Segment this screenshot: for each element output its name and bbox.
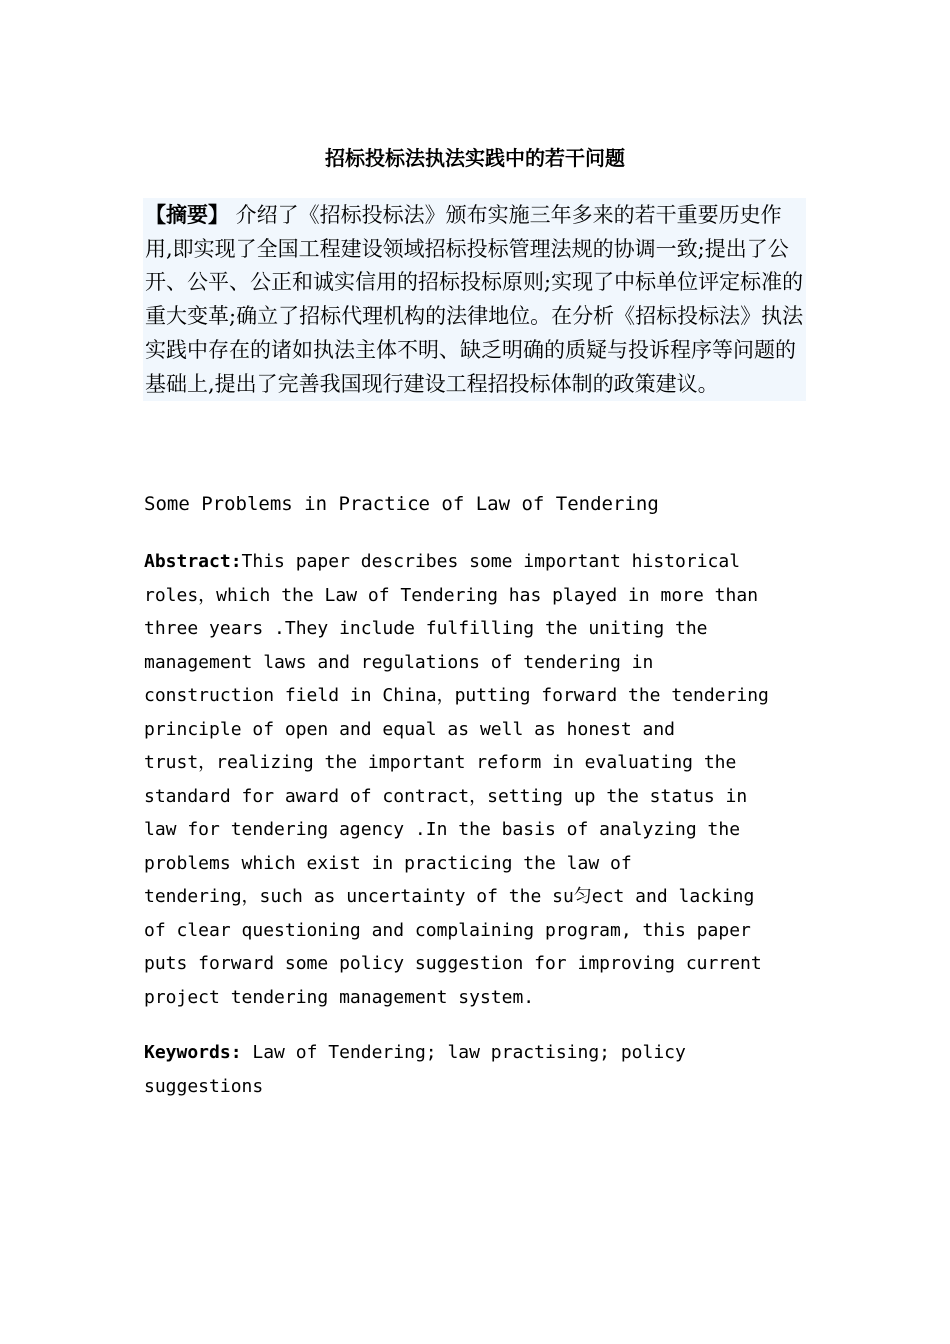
keywords-label: Keywords: [144, 1042, 242, 1063]
english-title: Some Problems in Practice of Law of Tendering [144, 493, 659, 515]
keywords-line: Keywords: Law of Tendering; law practising; policy [144, 1042, 686, 1063]
english-abstract-line: principle of open and equal as well as honest and [144, 718, 676, 740]
chinese-abstract-text: 介绍了《招标投标法》颁布实施三年多来的若干重要历史作用,即实现了全国工程建设领域招标投标管理法规的协调一致;提出了公开、公平、公正和诚实信用的招标投标原则;实现了中标单位评定标准的重大变革;确立了招标代理机构的法律地位。在分析《招标投标法》执法实践中存在的诸如执法主体不明、缺乏明确的质疑与投诉程序等问题的基础上,提出了完善我国现行建设工程招投标体制的政策建议。 [145, 203, 804, 396]
english-abstract-line: management laws and regulations of tendering in [144, 651, 654, 673]
english-abstract-line: problems which exist in practicing the law of [144, 852, 632, 874]
english-abstract [144, 545, 814, 1014]
chinese-abstract-label: 【摘要】 [145, 202, 229, 227]
english-abstract-line: trust，realizing the important reform in evaluating the [144, 752, 737, 773]
english-abstract-line: project tendering management system. [144, 986, 535, 1008]
english-abstract-line: of clear questioning and complaining program, this paper [144, 919, 751, 941]
english-abstract-line: Abstract:This paper describes some important historical [144, 551, 741, 572]
english-abstract-line: standard for award of contract，setting up the status in [144, 785, 748, 807]
english-abstract-line: roles，which the Law of Tendering has played in more than [144, 584, 759, 606]
chinese-abstract [143, 198, 806, 401]
english-abstract-line: construction field in China，putting forward the tendering [144, 685, 769, 706]
chinese-title: 招标投标法执法实践中的若干问题 [325, 146, 625, 170]
english-abstract-line: law for tendering agency .In the basis of analyzing the [144, 819, 741, 840]
english-abstract-line: three years .They include fulfilling the uniting the [144, 618, 708, 639]
keywords [144, 1036, 814, 1103]
keywords-line: suggestions [144, 1075, 264, 1097]
english-abstract-label: Abstract: [144, 551, 242, 572]
english-abstract-line: tendering，such as uncertainty of the su匀ect and lacking [144, 886, 755, 907]
english-abstract-line: puts forward some policy suggestion for improving current [144, 953, 762, 974]
